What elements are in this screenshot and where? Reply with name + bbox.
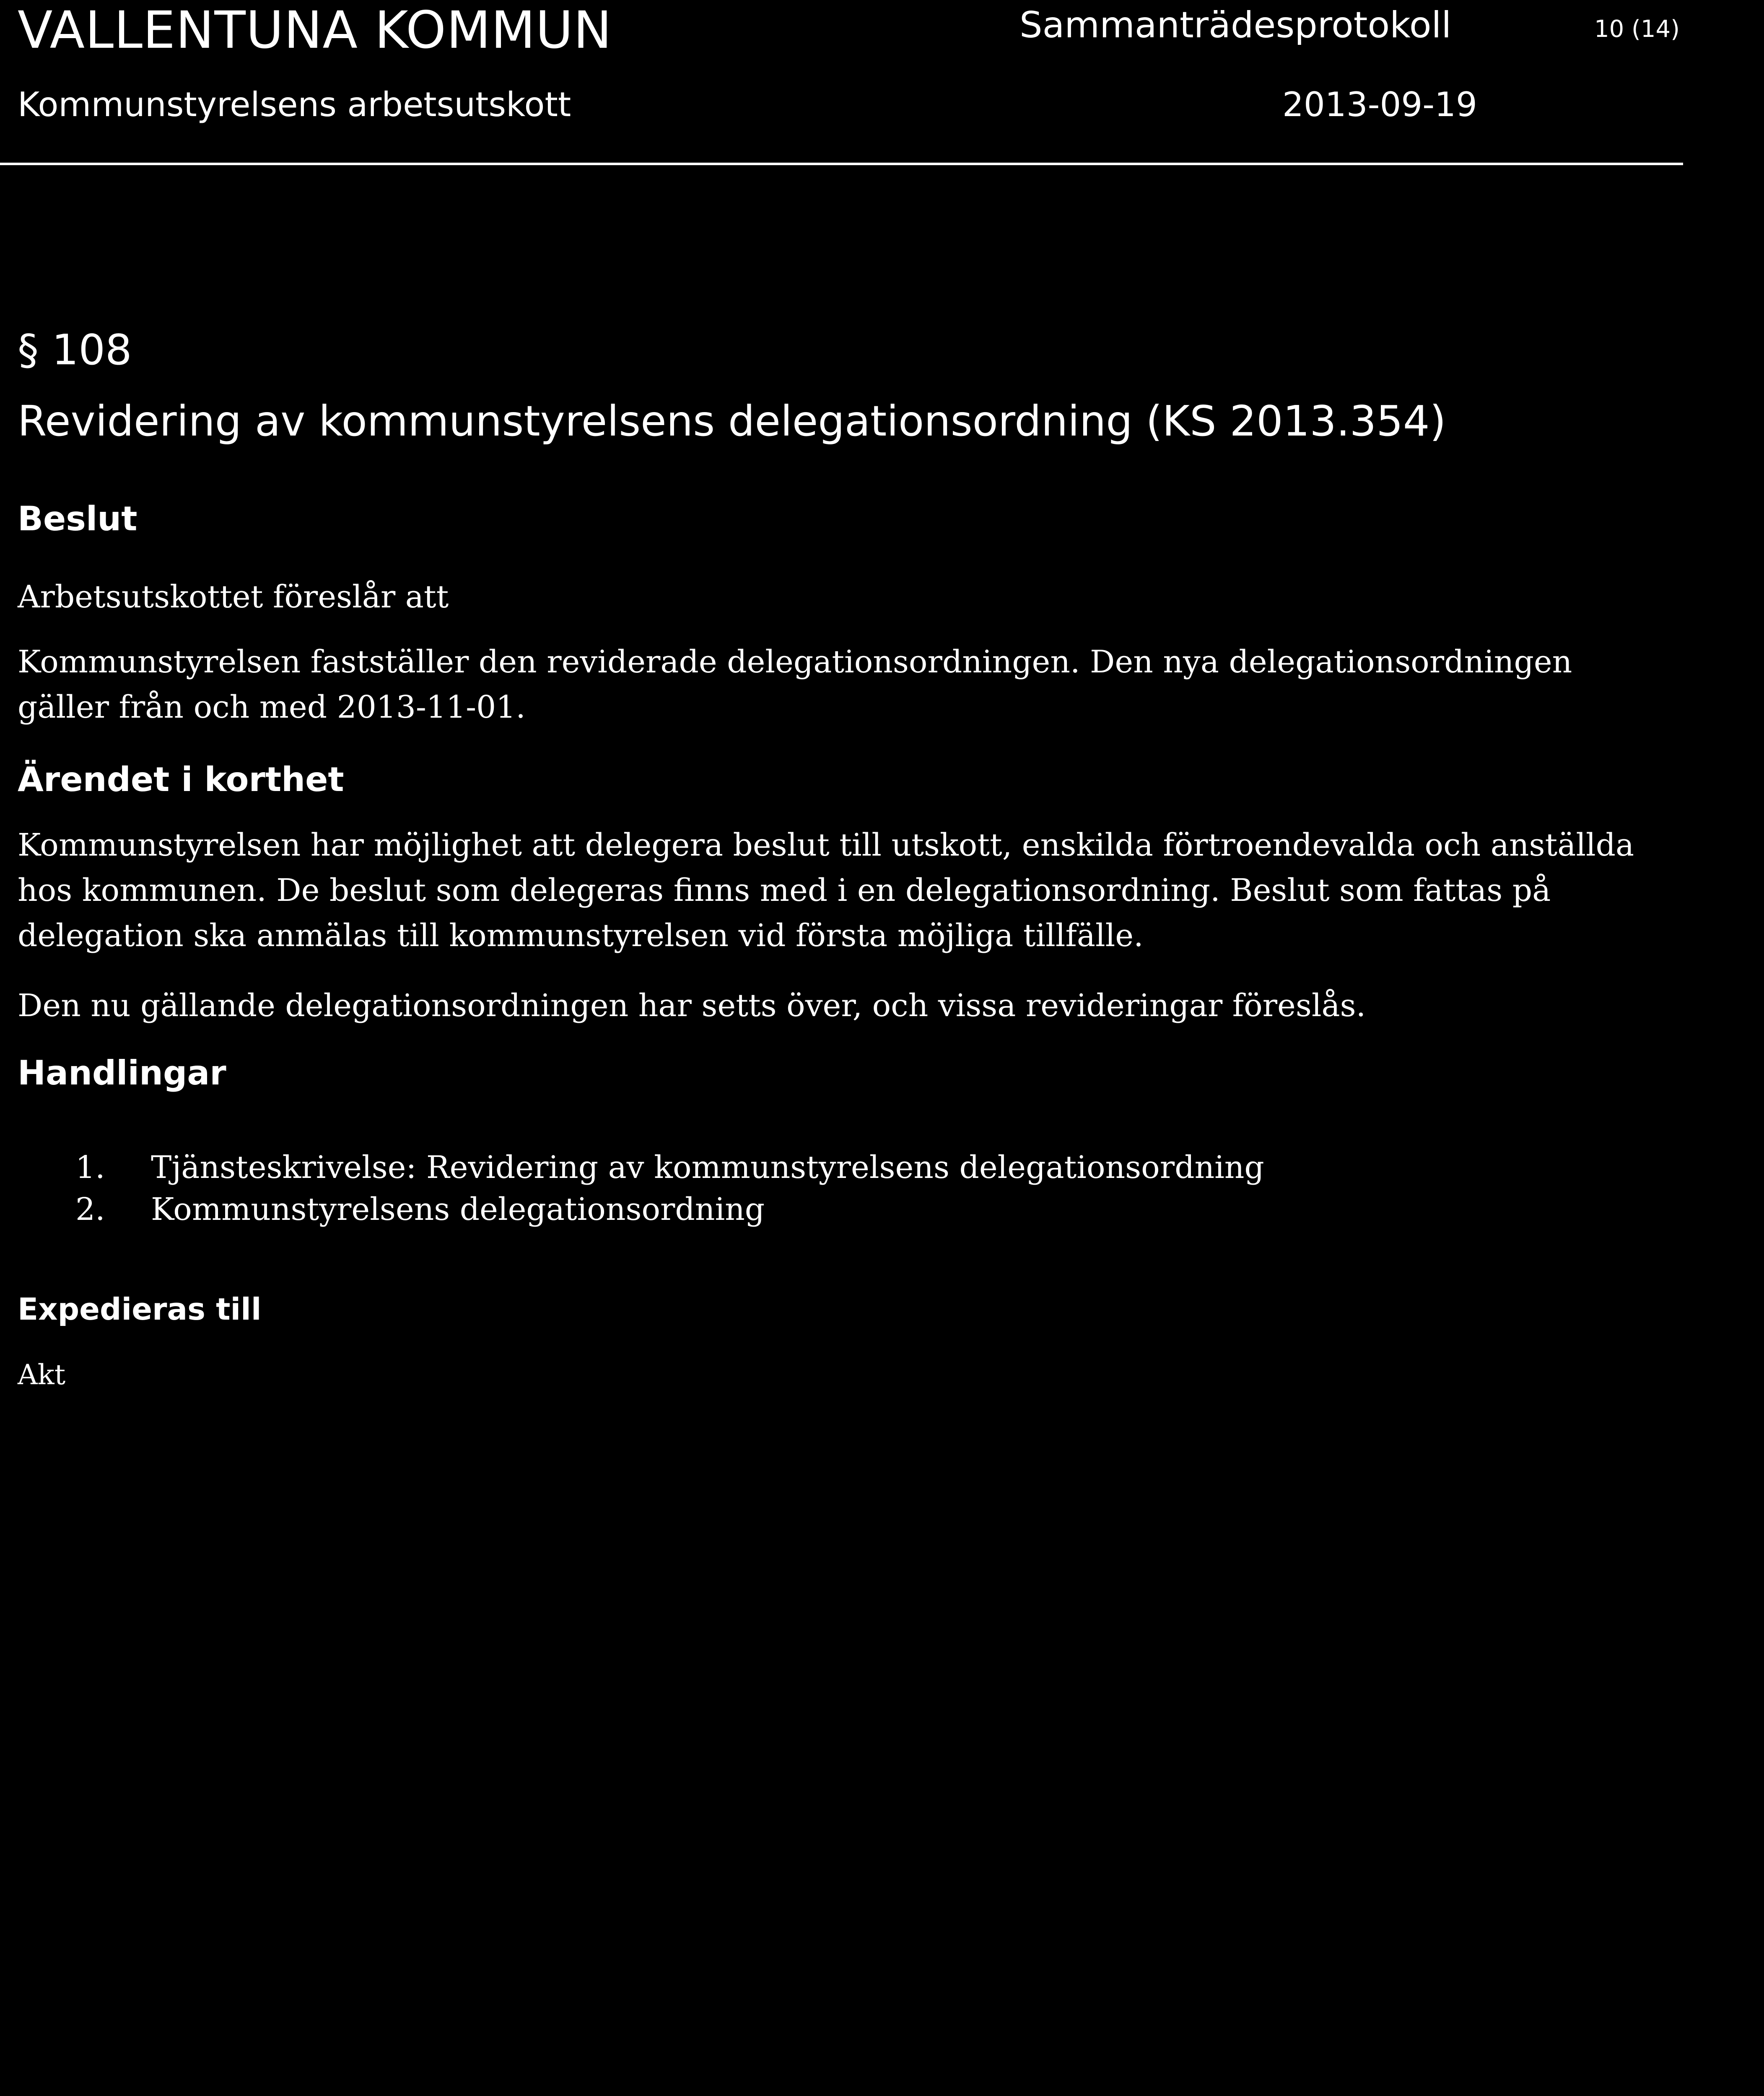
list-item [75,1147,1264,1188]
expedieras-heading: Expedieras till [18,1292,262,1327]
list-item [75,1188,1264,1230]
committee-name: Kommunstyrelsens arbetsutskott [18,85,571,124]
page-number: 10 (14) [1594,16,1680,43]
arendet-paragraph: Kommunstyrelsen har möjlighet att delegera beslut till utskott, enskilda förtroendevalda och anställda hos kommunen. De beslut som delegeras finns med i en delegationsordning. Beslut som fattas på delegation ska anmälas till kommunstyrelsen vid första möjliga tillfälle. [18,827,1634,954]
list-item-text: Tjänsteskrivelse: Revidering av kommunstyrelsens delegationsordning [151,1149,1264,1185]
beslut-intro: Arbetsutskottet föreslår att [18,579,449,615]
list-item-text: Kommunstyrelsens delegationsordning [151,1191,765,1227]
beslut-heading: Beslut [18,499,137,538]
organization-name: VALLENTUNA KOMMUN [18,0,612,60]
arendet-heading: Ärendet i korthet [18,760,344,799]
list-item-number: 1. [75,1149,105,1185]
arendet-paragraph: Den nu gällande delegationsordningen har setts över, och vissa revideringar föreslås. [18,988,1366,1024]
section-number: § 108 [18,325,132,374]
handlingar-list [75,1147,1264,1230]
meeting-date: 2013-09-19 [1282,85,1477,124]
beslut-body: Kommunstyrelsen fastställer den reviderade delegationsordningen. Den nya delegationsordningen gäller från och med 2013-11-01. [18,644,1572,725]
section-title: Revidering av kommunstyrelsens delegationsordning (KS 2013.354) [18,397,1446,446]
expedieras-value: Akt [18,1359,66,1391]
handlingar-heading: Handlingar [18,1053,226,1092]
header-divider [0,163,1683,165]
list-item-number: 2. [75,1191,105,1227]
document-type: Sammanträdesprotokoll [1019,4,1452,46]
